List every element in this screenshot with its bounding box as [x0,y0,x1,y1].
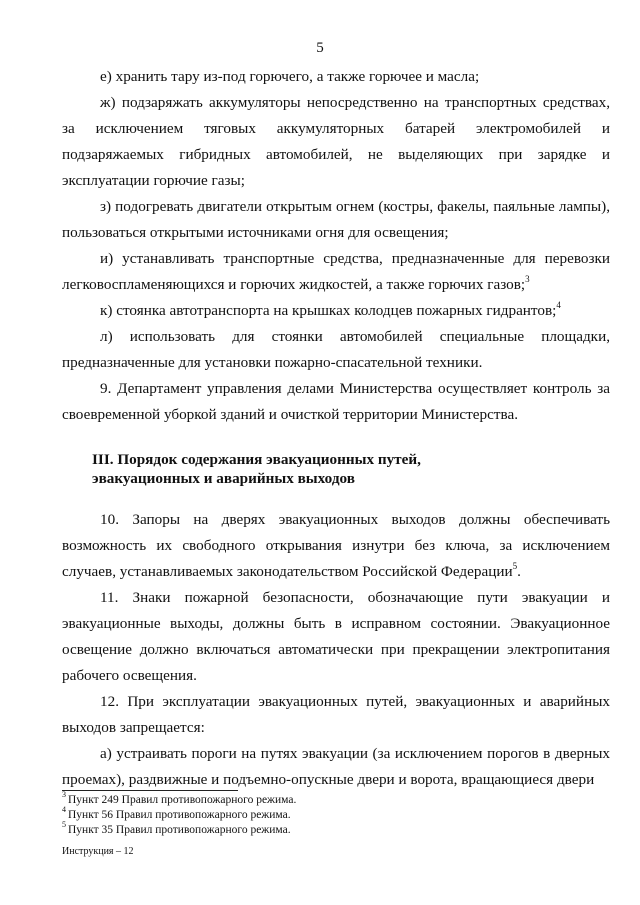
footnote-4-ref: 4 [62,805,66,815]
list-item-e: е) хранить тару из-под горючего, а также горючее и масла; [100,68,480,85]
section-heading-line-1: III. Порядок содержания эвакуационных путей, [92,451,421,468]
footnote-3-text: Пункт 249 Правил противопожарного режима. [68,794,297,806]
document-body [62,64,610,793]
footnote-5-text: Пункт 35 Правил противопожарного режима. [68,824,291,836]
footnote-divider [62,790,238,791]
footnote-3 [62,790,610,808]
document-code: Инструкция – 12 [62,846,134,857]
paragraph-11: 11. Знаки пожарной безопасности, обозначающие пути эвакуации и эвакуационные выходы, должны быть в исправном состоянии. Эвакуационное освещение должно включаться автоматически при прекращении электропитания рабочего освещения. [62,589,610,684]
list-item-i-text: и) устанавливать транспортные средства, предназначенные для перевозки легковоспламеняющихся и горючих жидкостей, а также горючих газов; [62,250,610,293]
paragraph-10 [62,507,610,585]
paragraph-9: 9. Департамент управления делами Министерства осуществляет контроль за своевременной уборкой зданий и очисткой территории Министерства. [62,380,610,423]
list-item-zh: ж) подзаряжать аккумуляторы непосредственно на транспортных средствах, за исключением тяговых аккумуляторных батарей электромобилей и подзаряжаемых гибридных автомобилей, не выделяющих при зарядке и эксплуатации горючие газы; [62,94,610,189]
footnote-3-ref: 3 [62,790,66,800]
list-item-i [62,246,610,298]
section-heading-line-2: эвакуационных и аварийных выходов [92,470,355,487]
list-item-k-text: к) стоянка автотранспорта на крышках колодцев пожарных гидрантов; [100,302,557,319]
list-item-l: л) использовать для стоянки автомобилей специальные площадки, предназначенные для установки пожарно-спасательной техники. [62,328,610,371]
paragraph-10-text: 10. Запоры на дверях эвакуационных выходов должны обеспечивать возможность их свободного открывания изнутри без ключа, за исключением случаев, устанавливаемых законодательством Российской Федерации [62,511,610,580]
footnotes [62,790,610,838]
footnote-5 [62,820,610,838]
paragraph-12: 12. При эксплуатации эвакуационных путей, эвакуационных и аварийных выходов запрещается: [62,693,610,736]
section-heading [62,450,610,488]
footnote-ref-3: 3 [525,273,530,284]
list-item-a: а) устраивать пороги на путях эвакуации (за исключением порогов в дверных проемах), раздвижные и подъемно-опускные двери и ворота, вращающиеся двери [62,745,610,788]
list-item-k [62,298,610,324]
footnote-4 [62,805,610,823]
paragraph-10-end: . [517,563,521,580]
footnote-ref-4: 4 [556,299,561,310]
footnote-ref-5: 5 [512,560,518,571]
footnote-4-text: Пункт 56 Правил противопожарного режима. [68,809,291,821]
page-number: 5 [316,40,324,56]
list-item-z: з) подогревать двигатели открытым огнем (костры, факелы, паяльные лампы), пользоваться открытыми источниками огня для освещения; [62,198,610,241]
footnote-5-ref: 5 [62,820,66,830]
